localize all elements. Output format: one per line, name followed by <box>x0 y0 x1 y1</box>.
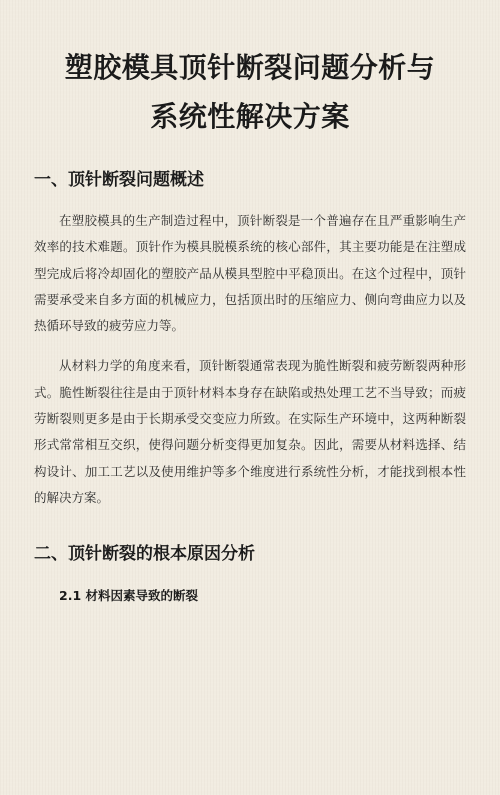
overview-paragraph-2: 从材料力学的角度来看，顶针断裂通常表现为脆性断裂和疲劳断裂两种形式。脆性断裂往往是由于顶针材料本身存在缺陷或热处理工艺不当导致；而疲劳断裂则更多是由于长期承受交变应力所致。在实际生产环境中，这两种断裂形式常常相互交织，使得问题分析变得更加复杂。因此，需要从材料选择、结构设计、加工工艺以及使用维护等多个维度进行系统性分析，才能找到根本性的解决方案。 <box>34 358 466 505</box>
overview-paragraph-1: 在塑胶模具的生产制造过程中，顶针断裂是一个普遍存在且严重影响生产效率的技术难题。顶针作为模具脱模系统的核心部件，其主要功能是在注塑成型完成后将冷却固化的塑胶产品从模具型腔中平稳顶出。在这个过程中，顶针需要承受来自多方面的机械应力，包括顶出时的压缩应力、侧向弯曲应力以及热循环导致的疲劳应力等。 <box>34 213 466 334</box>
title-line-1: 塑胶模具顶针断裂问题分析与 <box>64 51 436 84</box>
subsection-heading-material: 2.1 材料因素导致的断裂 <box>59 588 198 604</box>
section-heading-root-cause: 二、顶针断裂的根本原因分析 <box>34 544 255 565</box>
title-line-2: 系统性解决方案 <box>150 100 350 133</box>
document-title <box>34 0 466 141</box>
section-heading-overview: 一、顶针断裂问题概述 <box>34 170 204 190</box>
